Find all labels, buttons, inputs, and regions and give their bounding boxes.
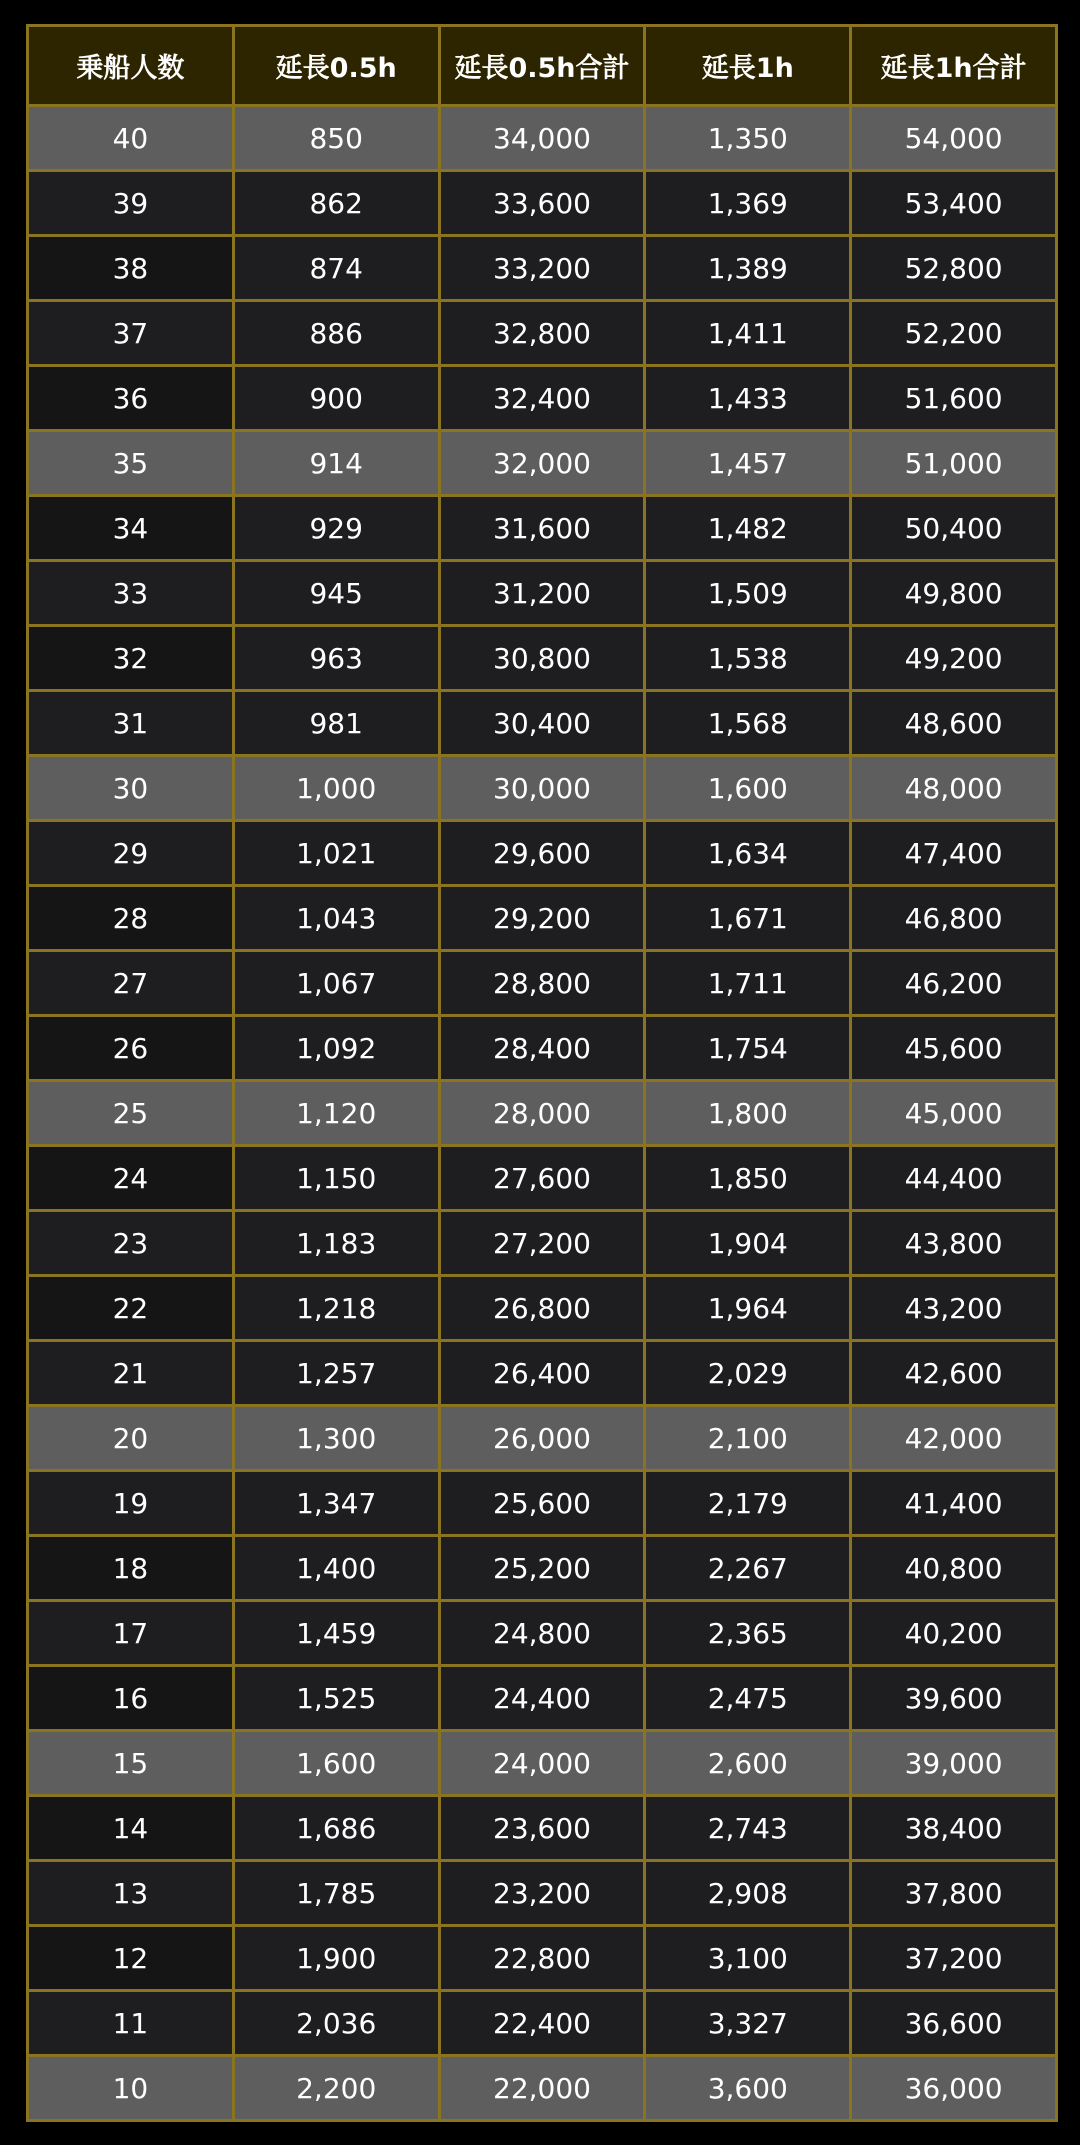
ext-half-hour-cell: 2,036 [233, 1991, 439, 2056]
ext-half-hour-total-cell: 32,000 [439, 431, 645, 496]
ext-half-hour-total-cell: 23,200 [439, 1861, 645, 1926]
passengers-cell: 38 [28, 236, 234, 301]
table-row [28, 1276, 1057, 1341]
ext-half-hour-total-cell: 32,800 [439, 301, 645, 366]
table-header [28, 26, 1057, 106]
passengers-cell: 32 [28, 626, 234, 691]
passengers-cell: 18 [28, 1536, 234, 1601]
ext-one-hour-total-cell: 45,600 [851, 1016, 1057, 1081]
table-row [28, 951, 1057, 1016]
ext-one-hour-total-cell: 44,400 [851, 1146, 1057, 1211]
ext-half-hour-cell: 1,525 [233, 1666, 439, 1731]
passengers-cell: 35 [28, 431, 234, 496]
ext-half-hour-cell: 963 [233, 626, 439, 691]
table-row [28, 1796, 1057, 1861]
ext-one-hour-cell: 2,475 [645, 1666, 851, 1731]
ext-one-hour-total-cell: 39,600 [851, 1666, 1057, 1731]
ext-one-hour-total-cell: 50,400 [851, 496, 1057, 561]
passengers-cell: 15 [28, 1731, 234, 1796]
ext-one-hour-cell: 1,457 [645, 431, 851, 496]
table-row [28, 886, 1057, 951]
passengers-cell: 11 [28, 1991, 234, 2056]
ext-half-hour-cell: 874 [233, 236, 439, 301]
ext-half-hour-cell: 1,092 [233, 1016, 439, 1081]
ext-one-hour-total-cell: 46,800 [851, 886, 1057, 951]
ext-one-hour-cell: 1,800 [645, 1081, 851, 1146]
ext-one-hour-total-cell: 49,800 [851, 561, 1057, 626]
ext-half-hour-total-cell: 24,000 [439, 1731, 645, 1796]
table-row [28, 1666, 1057, 1731]
passengers-cell: 29 [28, 821, 234, 886]
ext-half-hour-cell: 914 [233, 431, 439, 496]
ext-one-hour-cell: 1,600 [645, 756, 851, 821]
ext-half-hour-total-cell: 32,400 [439, 366, 645, 431]
header-ext-half-hour: 延長0.5h [233, 26, 439, 106]
ext-half-hour-total-cell: 25,200 [439, 1536, 645, 1601]
table-row [28, 1146, 1057, 1211]
passengers-cell: 10 [28, 2056, 234, 2121]
ext-half-hour-total-cell: 30,800 [439, 626, 645, 691]
header-row [28, 26, 1057, 106]
ext-half-hour-cell: 1,300 [233, 1406, 439, 1471]
ext-one-hour-total-cell: 37,800 [851, 1861, 1057, 1926]
ext-one-hour-cell: 2,908 [645, 1861, 851, 1926]
ext-one-hour-total-cell: 40,200 [851, 1601, 1057, 1666]
table-row [28, 1991, 1057, 2056]
price-table-container [26, 24, 1058, 2122]
ext-one-hour-cell: 2,743 [645, 1796, 851, 1861]
ext-half-hour-cell: 1,183 [233, 1211, 439, 1276]
table-row [28, 821, 1057, 886]
ext-half-hour-total-cell: 22,800 [439, 1926, 645, 1991]
ext-half-hour-cell: 1,400 [233, 1536, 439, 1601]
table-row [28, 1016, 1057, 1081]
ext-one-hour-cell: 3,327 [645, 1991, 851, 2056]
passengers-cell: 40 [28, 106, 234, 171]
passengers-cell: 14 [28, 1796, 234, 1861]
ext-one-hour-cell: 1,568 [645, 691, 851, 756]
header-ext-one-hour: 延長1h [645, 26, 851, 106]
ext-half-hour-total-cell: 28,400 [439, 1016, 645, 1081]
ext-half-hour-cell: 1,120 [233, 1081, 439, 1146]
table-row [28, 1406, 1057, 1471]
ext-half-hour-cell: 929 [233, 496, 439, 561]
ext-one-hour-total-cell: 51,600 [851, 366, 1057, 431]
ext-one-hour-total-cell: 47,400 [851, 821, 1057, 886]
ext-half-hour-total-cell: 33,200 [439, 236, 645, 301]
passengers-cell: 31 [28, 691, 234, 756]
ext-one-hour-total-cell: 49,200 [851, 626, 1057, 691]
table-row [28, 1341, 1057, 1406]
ext-one-hour-total-cell: 38,400 [851, 1796, 1057, 1861]
ext-half-hour-total-cell: 29,600 [439, 821, 645, 886]
ext-one-hour-total-cell: 45,000 [851, 1081, 1057, 1146]
table-row [28, 106, 1057, 171]
passengers-cell: 30 [28, 756, 234, 821]
table-row [28, 301, 1057, 366]
table-row [28, 1081, 1057, 1146]
ext-one-hour-total-cell: 53,400 [851, 171, 1057, 236]
ext-half-hour-total-cell: 30,000 [439, 756, 645, 821]
ext-half-hour-cell: 900 [233, 366, 439, 431]
ext-one-hour-total-cell: 46,200 [851, 951, 1057, 1016]
passengers-cell: 22 [28, 1276, 234, 1341]
ext-one-hour-cell: 1,538 [645, 626, 851, 691]
table-row [28, 1211, 1057, 1276]
ext-half-hour-cell: 1,600 [233, 1731, 439, 1796]
ext-half-hour-cell: 945 [233, 561, 439, 626]
ext-half-hour-total-cell: 34,000 [439, 106, 645, 171]
ext-half-hour-total-cell: 26,000 [439, 1406, 645, 1471]
table-row [28, 691, 1057, 756]
ext-one-hour-cell: 1,711 [645, 951, 851, 1016]
table-row [28, 236, 1057, 301]
ext-one-hour-cell: 1,671 [645, 886, 851, 951]
ext-half-hour-cell: 1,459 [233, 1601, 439, 1666]
ext-half-hour-cell: 1,043 [233, 886, 439, 951]
ext-half-hour-total-cell: 26,800 [439, 1276, 645, 1341]
ext-one-hour-cell: 1,411 [645, 301, 851, 366]
ext-half-hour-cell: 1,900 [233, 1926, 439, 1991]
table-row [28, 756, 1057, 821]
table-row [28, 431, 1057, 496]
ext-half-hour-total-cell: 26,400 [439, 1341, 645, 1406]
passengers-cell: 25 [28, 1081, 234, 1146]
ext-half-hour-total-cell: 22,000 [439, 2056, 645, 2121]
table-row [28, 1731, 1057, 1796]
ext-half-hour-cell: 1,067 [233, 951, 439, 1016]
ext-half-hour-total-cell: 24,800 [439, 1601, 645, 1666]
passengers-cell: 16 [28, 1666, 234, 1731]
passengers-cell: 12 [28, 1926, 234, 1991]
table-row [28, 1601, 1057, 1666]
ext-one-hour-cell: 1,350 [645, 106, 851, 171]
ext-one-hour-cell: 1,482 [645, 496, 851, 561]
ext-half-hour-cell: 1,150 [233, 1146, 439, 1211]
ext-one-hour-cell: 1,904 [645, 1211, 851, 1276]
passengers-cell: 33 [28, 561, 234, 626]
table-row [28, 561, 1057, 626]
passengers-cell: 20 [28, 1406, 234, 1471]
ext-half-hour-cell: 1,785 [233, 1861, 439, 1926]
ext-half-hour-cell: 2,200 [233, 2056, 439, 2121]
ext-half-hour-total-cell: 27,600 [439, 1146, 645, 1211]
ext-one-hour-total-cell: 52,200 [851, 301, 1057, 366]
passengers-cell: 21 [28, 1341, 234, 1406]
passengers-cell: 26 [28, 1016, 234, 1081]
ext-one-hour-cell: 1,964 [645, 1276, 851, 1341]
ext-one-hour-total-cell: 51,000 [851, 431, 1057, 496]
ext-half-hour-cell: 1,347 [233, 1471, 439, 1536]
ext-one-hour-cell: 2,267 [645, 1536, 851, 1601]
ext-half-hour-cell: 1,021 [233, 821, 439, 886]
passengers-cell: 23 [28, 1211, 234, 1276]
passengers-cell: 34 [28, 496, 234, 561]
table-row [28, 366, 1057, 431]
passengers-cell: 37 [28, 301, 234, 366]
ext-one-hour-total-cell: 41,400 [851, 1471, 1057, 1536]
passengers-cell: 17 [28, 1601, 234, 1666]
ext-half-hour-total-cell: 28,000 [439, 1081, 645, 1146]
ext-one-hour-cell: 3,600 [645, 2056, 851, 2121]
ext-one-hour-cell: 1,433 [645, 366, 851, 431]
ext-one-hour-total-cell: 43,800 [851, 1211, 1057, 1276]
passengers-cell: 39 [28, 171, 234, 236]
ext-half-hour-cell: 1,000 [233, 756, 439, 821]
ext-half-hour-total-cell: 25,600 [439, 1471, 645, 1536]
ext-one-hour-total-cell: 48,000 [851, 756, 1057, 821]
ext-half-hour-cell: 1,686 [233, 1796, 439, 1861]
header-ext-half-hour-total: 延長0.5h合計 [439, 26, 645, 106]
table-row [28, 1861, 1057, 1926]
ext-one-hour-total-cell: 42,600 [851, 1341, 1057, 1406]
passengers-cell: 36 [28, 366, 234, 431]
ext-half-hour-cell: 862 [233, 171, 439, 236]
ext-half-hour-total-cell: 23,600 [439, 1796, 645, 1861]
passengers-cell: 24 [28, 1146, 234, 1211]
ext-half-hour-cell: 886 [233, 301, 439, 366]
ext-one-hour-cell: 1,509 [645, 561, 851, 626]
ext-one-hour-cell: 1,369 [645, 171, 851, 236]
ext-half-hour-cell: 981 [233, 691, 439, 756]
ext-one-hour-total-cell: 54,000 [851, 106, 1057, 171]
table-row [28, 1471, 1057, 1536]
passengers-cell: 27 [28, 951, 234, 1016]
ext-one-hour-cell: 2,029 [645, 1341, 851, 1406]
ext-one-hour-cell: 3,100 [645, 1926, 851, 1991]
passengers-cell: 28 [28, 886, 234, 951]
table-row [28, 1536, 1057, 1601]
table-row [28, 171, 1057, 236]
ext-one-hour-total-cell: 48,600 [851, 691, 1057, 756]
ext-one-hour-total-cell: 36,000 [851, 2056, 1057, 2121]
ext-one-hour-cell: 1,634 [645, 821, 851, 886]
ext-half-hour-total-cell: 22,400 [439, 1991, 645, 2056]
ext-one-hour-cell: 1,389 [645, 236, 851, 301]
ext-half-hour-total-cell: 27,200 [439, 1211, 645, 1276]
price-table [26, 24, 1058, 2122]
ext-one-hour-total-cell: 52,800 [851, 236, 1057, 301]
ext-half-hour-cell: 850 [233, 106, 439, 171]
ext-half-hour-total-cell: 33,600 [439, 171, 645, 236]
ext-one-hour-total-cell: 40,800 [851, 1536, 1057, 1601]
ext-one-hour-cell: 2,600 [645, 1731, 851, 1796]
ext-one-hour-cell: 1,754 [645, 1016, 851, 1081]
ext-half-hour-cell: 1,218 [233, 1276, 439, 1341]
ext-one-hour-total-cell: 37,200 [851, 1926, 1057, 1991]
table-body [28, 106, 1057, 2121]
header-passengers: 乗船人数 [28, 26, 234, 106]
ext-half-hour-total-cell: 29,200 [439, 886, 645, 951]
ext-half-hour-total-cell: 28,800 [439, 951, 645, 1016]
ext-half-hour-total-cell: 31,600 [439, 496, 645, 561]
ext-half-hour-total-cell: 30,400 [439, 691, 645, 756]
ext-one-hour-cell: 2,179 [645, 1471, 851, 1536]
ext-one-hour-total-cell: 36,600 [851, 1991, 1057, 2056]
ext-one-hour-total-cell: 39,000 [851, 1731, 1057, 1796]
passengers-cell: 13 [28, 1861, 234, 1926]
ext-one-hour-cell: 2,100 [645, 1406, 851, 1471]
table-row [28, 1926, 1057, 1991]
passengers-cell: 19 [28, 1471, 234, 1536]
ext-one-hour-total-cell: 42,000 [851, 1406, 1057, 1471]
header-ext-one-hour-total: 延長1h合計 [851, 26, 1057, 106]
ext-half-hour-total-cell: 24,400 [439, 1666, 645, 1731]
table-row [28, 2056, 1057, 2121]
ext-one-hour-cell: 1,850 [645, 1146, 851, 1211]
table-row [28, 496, 1057, 561]
ext-half-hour-cell: 1,257 [233, 1341, 439, 1406]
ext-one-hour-cell: 2,365 [645, 1601, 851, 1666]
table-row [28, 626, 1057, 691]
ext-one-hour-total-cell: 43,200 [851, 1276, 1057, 1341]
ext-half-hour-total-cell: 31,200 [439, 561, 645, 626]
